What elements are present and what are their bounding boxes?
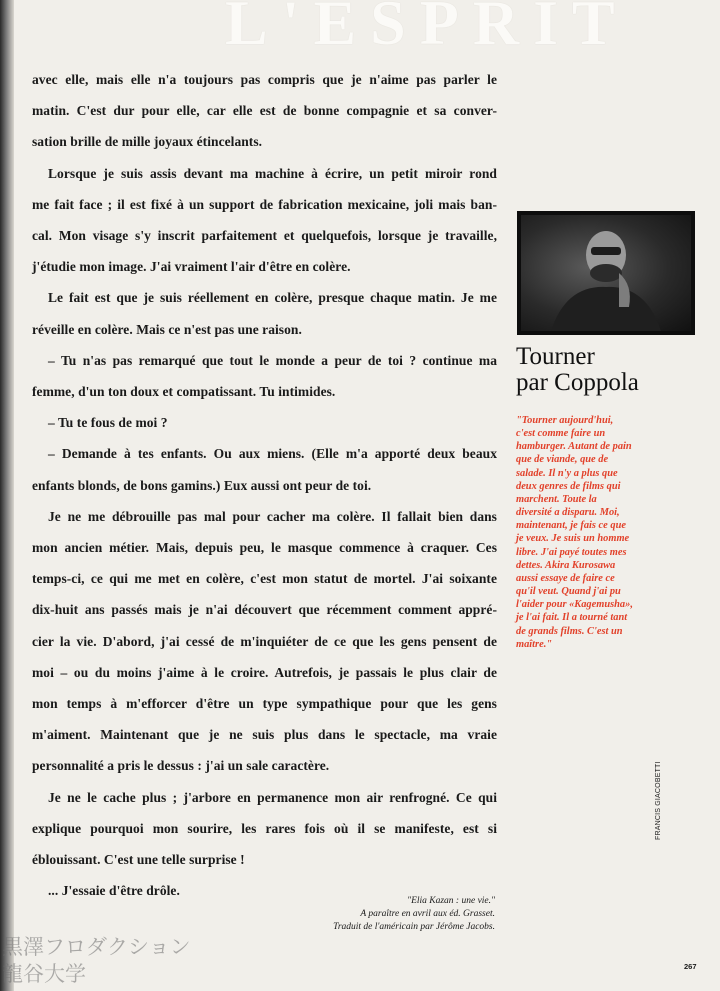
quote-line: "Tourner aujourd'hui,: [516, 415, 614, 426]
book-spine-shadow: [0, 0, 14, 991]
article-line: moi – ou du moins j'aime à le croire. Autrefois, je passais le plus clair de: [32, 664, 497, 680]
quote-line: dettes. Akira Kurosawa: [516, 559, 616, 571]
article-line: me fait face ; il est fixé à un support de fabrication mexicaine, joli mais ban-: [32, 196, 497, 212]
portrait-photo: [517, 211, 695, 335]
article-line: Je ne le cache plus ; j'arbore en permanence mon air renfrogné. Ce qui: [48, 789, 497, 805]
quote-line: maître.": [516, 638, 553, 650]
quote-line: diversité a disparu. Moi,: [516, 507, 620, 519]
quote-line: qu'il veut. Quand j'ai pu: [516, 586, 621, 598]
article-line: explique pourquoi mon sourire, les rares fois où il se manifeste, est si: [32, 820, 497, 836]
quote-line: de grands films. C'est un: [516, 625, 623, 637]
page-number: 267: [684, 962, 697, 971]
sidebar-title-line1: Tourner: [516, 343, 595, 370]
article-line: temps-ci, ce qui me met en colère, c'est mon statut de mortel. J'ai soixante: [32, 571, 497, 587]
article-line: Je ne me débrouille pas mal pour cacher ma colère. Il fallait bien dans: [48, 508, 497, 524]
watermark-line1: 黒澤フロダクション: [2, 935, 191, 959]
quote-line: deux genres de films qui: [516, 480, 621, 492]
quote-line: salade. Il n'y a plus que: [516, 467, 618, 479]
article-line: mon temps à m'efforcer d'être un type sympathique pour que les gens: [32, 696, 497, 712]
article-paragraph: [32, 64, 497, 158]
quote-line: que de viande, que de: [516, 454, 609, 466]
article-line: personnalité a pris le dessus : j'ai un sale caractère.: [32, 758, 330, 774]
quote-line: hamburger. Autant de pain: [516, 441, 632, 453]
quote-line: c'est comme faire un: [516, 428, 606, 440]
article-line: matin. C'est dur pour elle, car elle est de bonne compagnie et sa conver-: [32, 103, 497, 119]
sidebar-title-line2: par Coppola: [516, 369, 639, 396]
watermark-line2: 龍谷大学: [2, 962, 86, 986]
article-line: – Tu n'as pas remarqué que tout le monde a peur de toi ? continue ma: [48, 352, 497, 368]
article-attribution: [300, 895, 495, 934]
article-line: éblouissant. C'est une telle surprise !: [32, 852, 245, 868]
article-line: sation brille de mille joyaux étincelants.: [32, 134, 263, 150]
article-paragraph: [32, 501, 497, 782]
article-paragraph: [32, 438, 497, 500]
article-line: – Demande à tes enfants. Ou aux miens. (Elle m'a apporté deux beaux: [48, 446, 497, 462]
attribution-line: "Elia Kazan : une vie.": [407, 896, 495, 906]
article-line: m'aiment. Maintenant que je ne suis plus dans le spectacle, ma vraie: [32, 727, 497, 743]
article-paragraph: [32, 282, 497, 344]
article-line: Lorsque je suis assis devant ma machine à écrire, un petit miroir rond: [48, 165, 497, 181]
quote-line: libre. J'ai payé toutes mes: [516, 546, 627, 558]
article-line: – Tu te fous de moi ?: [48, 415, 168, 431]
quote-line: maintenant, je fais ce que: [516, 520, 626, 532]
sidebar-title: [516, 344, 706, 396]
quote-line: l'aider pour «Kagemusha»,: [516, 599, 633, 611]
quote-line: je veux. Je suis un homme: [516, 533, 630, 545]
attribution-line: Traduit de l'américain par Jérôme Jacobs.: [333, 922, 495, 932]
article-body: [32, 64, 497, 906]
article-line: enfants blonds, de bons gamins.) Eux aussi ont peur de toi.: [32, 477, 372, 493]
attribution-line: A paraître en avril aux éd. Grasset.: [360, 909, 495, 919]
photo-credit: FRANCIS GIACOBETTI: [655, 761, 662, 840]
article-line: cal. Mon visage s'y inscrit parfaitement et quelquefois, lorsque je travaille,: [32, 228, 497, 244]
quote-line: aussi essaye de faire ce: [516, 572, 615, 584]
quote-line: marchent. Toute la: [516, 493, 597, 505]
sidebar-quote: [516, 414, 666, 651]
watermark: [2, 934, 191, 988]
article-paragraph: [32, 345, 497, 407]
article-line: j'étudie mon image. J'ai vraiment l'air d'être en colère.: [32, 259, 351, 275]
article-line: cier la vie. D'abord, j'ai cessé de m'inquiéter de ce que les gens pensent de: [32, 633, 497, 649]
article-line: réveille en colère. Mais ce n'est pas une raison.: [32, 321, 302, 337]
article-line: dix-huit ans passés mais je n'ai découvert que récemment comment appré-: [32, 602, 497, 618]
portrait-figure: [521, 215, 691, 331]
article-line: Le fait est que je suis réellement en colère, presque chaque matin. Je me: [48, 290, 497, 306]
article-line: mon ancien métier. Mais, depuis peu, le masque commence à craquer. Ces: [32, 540, 497, 556]
article-line: avec elle, mais elle n'a toujours pas compris que je n'aime pas parler le: [32, 72, 497, 87]
article-line: femme, d'un ton doux et compatissant. Tu intimides.: [32, 384, 336, 400]
article-paragraph: [32, 407, 497, 438]
article-paragraph: [32, 158, 497, 283]
article-paragraph: [32, 782, 497, 876]
quote-line: je l'ai fait. Il a tourné tant: [516, 612, 628, 624]
ghost-heading: L'ESPRIT: [225, 0, 629, 58]
article-line: ... J'essaie d'être drôle.: [48, 883, 180, 899]
